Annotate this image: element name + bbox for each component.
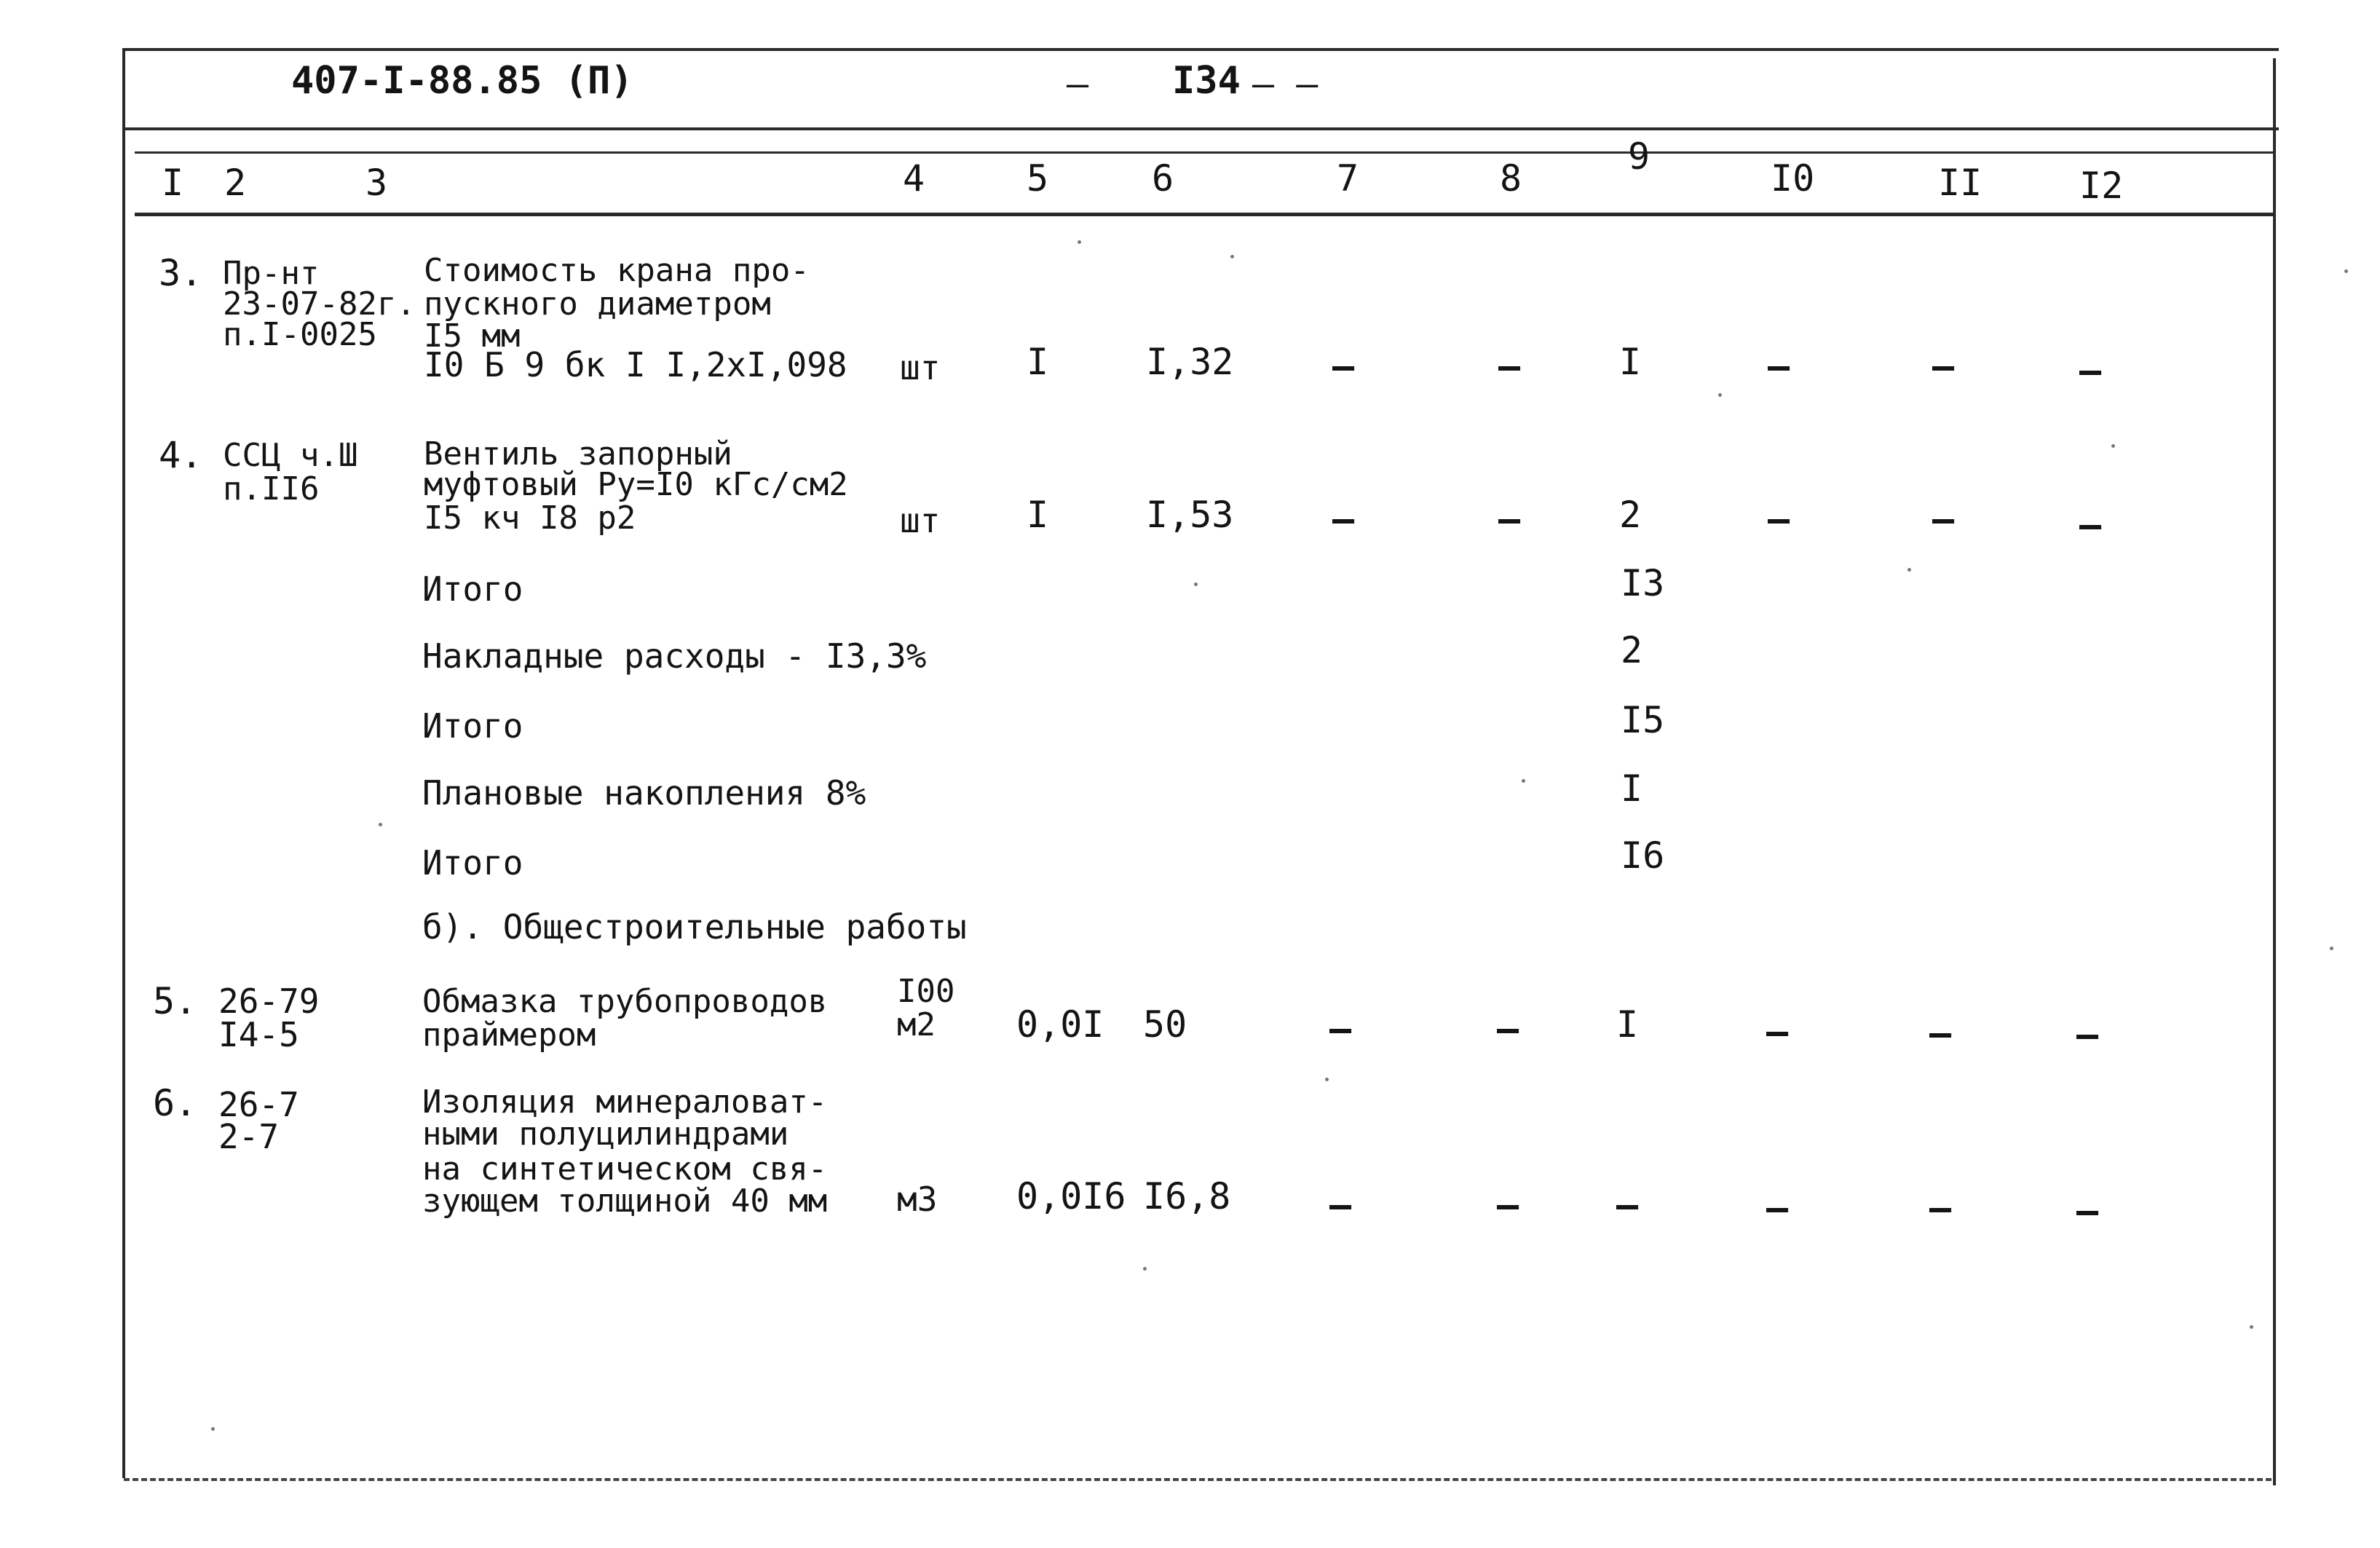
row-5-code-line-2: I4-5 bbox=[218, 1015, 299, 1054]
row-5-qty: 0,0I bbox=[1016, 1003, 1104, 1046]
row-3-qty: I bbox=[1027, 341, 1049, 383]
row-4-col-9: 2 bbox=[1619, 494, 1642, 536]
scan-speck bbox=[1230, 255, 1234, 258]
page-dash-left: – bbox=[1067, 63, 1089, 105]
row-3-col-11: – bbox=[1932, 345, 1955, 387]
summary-label-3: Итого bbox=[422, 706, 523, 746]
row-3-col-9: I bbox=[1619, 341, 1642, 383]
scan-speck bbox=[1907, 568, 1911, 572]
row-6-desc-line-3: на синтетическом свя- bbox=[422, 1150, 828, 1188]
scan-speck bbox=[1718, 393, 1722, 397]
col-header-5: 5 bbox=[1027, 157, 1049, 200]
scan-speck bbox=[379, 823, 382, 826]
row-6-col-11: – bbox=[1929, 1187, 1952, 1229]
summary-label-1: Итого bbox=[422, 569, 523, 609]
row-6-desc-line-4: зующем толщиной 40 мм bbox=[422, 1182, 828, 1220]
title-rule bbox=[124, 127, 2279, 130]
row-6-desc-line-2: ными полуцилиндрами bbox=[422, 1115, 789, 1153]
summary-value-1: I3 bbox=[1621, 562, 1665, 604]
row-5-code-line-1: 26-79 bbox=[218, 982, 320, 1021]
summary-value-4: I bbox=[1621, 767, 1643, 810]
left-border bbox=[122, 48, 125, 1478]
row-3-col-10: – bbox=[1768, 345, 1790, 387]
col-header-6: 6 bbox=[1152, 157, 1174, 200]
row-3-col-8: – bbox=[1498, 345, 1521, 387]
row-4-qty: I bbox=[1027, 494, 1049, 536]
col-header-4: 4 bbox=[903, 157, 925, 200]
row-4-desc-line-3: I5 кч I8 р2 bbox=[424, 499, 636, 537]
row-4-col-12: – bbox=[2079, 504, 2102, 546]
summary-value-3: I5 bbox=[1621, 699, 1665, 741]
row-4-desc-line-2: муфтовый Ру=I0 кГс/см2 bbox=[424, 466, 848, 503]
col-header-3: 3 bbox=[365, 162, 388, 204]
row-5-col-11: – bbox=[1929, 1012, 1952, 1054]
row-3-number: 3. bbox=[159, 252, 203, 294]
col-header-12: I2 bbox=[2079, 165, 2124, 207]
row-4-desc-line-1: Вентиль запорный bbox=[424, 435, 732, 473]
row-4-code-line-1: ССЦ ч.Ш bbox=[223, 437, 358, 474]
scan-speck bbox=[1522, 779, 1525, 783]
row-5-col-8: – bbox=[1497, 1008, 1519, 1050]
scan-speck bbox=[2111, 444, 2115, 448]
summary-value-2: 2 bbox=[1621, 629, 1643, 671]
scan-speck bbox=[211, 1427, 215, 1431]
header-rule-top bbox=[135, 151, 2275, 154]
row-3-desc-line-1: Стоимость крана про- bbox=[424, 252, 810, 289]
row-6-unit: м3 bbox=[897, 1180, 938, 1219]
row-6-col-7: – bbox=[1329, 1184, 1352, 1226]
col-header-9: 9 bbox=[1628, 135, 1650, 178]
summary-label-4: Плановые накопления 8% bbox=[422, 773, 866, 813]
row-6-price: I6,8 bbox=[1143, 1175, 1231, 1217]
row-3-col-7: – bbox=[1332, 345, 1355, 387]
row-6-col-9: – bbox=[1616, 1184, 1639, 1226]
row-3-desc-line-3: I5 мм bbox=[424, 317, 521, 355]
scan-speck bbox=[2330, 947, 2333, 950]
scan-speck bbox=[1194, 583, 1198, 586]
row-6-col-8: – bbox=[1497, 1184, 1519, 1226]
page-dash-right: – – bbox=[1252, 63, 1319, 105]
row-4-price: I,53 bbox=[1146, 494, 1234, 536]
row-5-col-7: – bbox=[1329, 1008, 1352, 1050]
row-5-desc-line-2: праймером bbox=[422, 1016, 596, 1054]
row-6-number: 6. bbox=[153, 1082, 197, 1124]
top-border bbox=[124, 48, 2279, 51]
col-header-1: I bbox=[162, 162, 184, 204]
document-code: 407-I-88.85 (П) bbox=[291, 59, 633, 103]
summary-label-5: Итого bbox=[422, 843, 523, 882]
scan-speck bbox=[1325, 1078, 1329, 1081]
row-6-qty: 0,0I6 bbox=[1016, 1175, 1126, 1217]
scan-speck bbox=[1078, 240, 1081, 244]
row-5-col-9: I bbox=[1616, 1003, 1639, 1046]
row-6-desc-line-1: Изоляция минераловат- bbox=[422, 1083, 828, 1121]
col-header-11: II bbox=[1938, 162, 1982, 204]
col-header-10: I0 bbox=[1771, 157, 1815, 200]
row-3-desc-line-2: пускного диаметром bbox=[424, 285, 771, 323]
col-header-8: 8 bbox=[1500, 157, 1522, 200]
summary-label-2: Накладные расходы - I3,3% bbox=[422, 636, 927, 676]
row-6-col-10: – bbox=[1766, 1187, 1789, 1229]
header-rule-bottom bbox=[135, 213, 2275, 216]
scan-speck bbox=[1143, 1267, 1147, 1271]
col-header-7: 7 bbox=[1337, 157, 1359, 200]
summary-value-5: I6 bbox=[1621, 834, 1665, 877]
row-4-col-11: – bbox=[1932, 498, 1955, 540]
row-5-col-12: – bbox=[2076, 1014, 2099, 1056]
col-header-2: 2 bbox=[224, 162, 247, 204]
bottom-dashed-border bbox=[124, 1478, 2272, 1481]
row-3-code-line-3: п.I-0025 bbox=[223, 316, 377, 353]
row-3-code-line-2: 23-07-82г. bbox=[223, 285, 416, 323]
right-border bbox=[2273, 58, 2276, 1485]
row-3-price: I,32 bbox=[1146, 341, 1234, 383]
row-4-number: 4. bbox=[159, 434, 203, 476]
section-heading: б). Общестроительные работы bbox=[422, 907, 967, 947]
row-3-col-12: – bbox=[2079, 350, 2102, 392]
row-6-col-12: – bbox=[2076, 1190, 2099, 1232]
row-5-price: 50 bbox=[1143, 1003, 1187, 1046]
row-4-col-10: – bbox=[1768, 498, 1790, 540]
row-3-desc-line-4: I0 Б 9 бк I I,2хI,098 bbox=[424, 345, 847, 384]
row-3-unit: шт bbox=[900, 348, 941, 387]
row-5-unit-line-1: I00 bbox=[897, 973, 955, 1010]
scan-speck bbox=[2344, 269, 2348, 273]
row-4-code-line-2: п.II6 bbox=[223, 470, 320, 508]
row-5-col-10: – bbox=[1766, 1011, 1789, 1053]
row-5-desc-line-1: Обмазка трубопроводов bbox=[422, 983, 828, 1020]
scan-speck bbox=[2250, 1325, 2253, 1329]
row-3-code-line-1: Пр-нт bbox=[223, 255, 320, 292]
row-5-unit-line-2: м2 bbox=[897, 1006, 936, 1043]
row-6-code-line-1: 26-7 bbox=[218, 1085, 299, 1124]
row-4-col-7: – bbox=[1332, 498, 1355, 540]
page-number: I34 bbox=[1172, 59, 1241, 103]
row-6-code-line-2: 2-7 bbox=[218, 1117, 280, 1156]
row-4-col-8: – bbox=[1498, 498, 1521, 540]
row-4-unit: шт bbox=[900, 501, 941, 540]
row-5-number: 5. bbox=[153, 980, 197, 1022]
